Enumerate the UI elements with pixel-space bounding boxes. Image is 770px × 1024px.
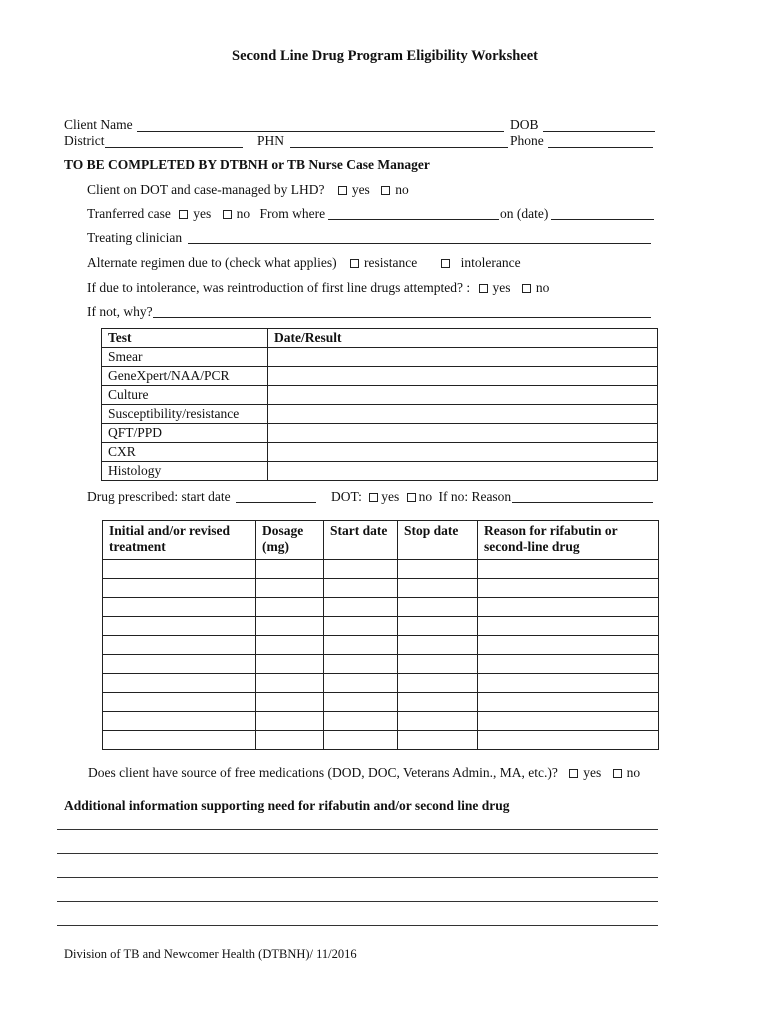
dosage-cell[interactable]	[256, 731, 324, 750]
transfer-date-field[interactable]	[551, 219, 654, 220]
treatment-header-initial: Initial and/or revised treatment	[103, 521, 256, 560]
clinician-label: Treating clinician	[87, 230, 183, 245]
dob-field[interactable]	[543, 131, 655, 132]
intolerance-label: intolerance	[460, 255, 521, 270]
treatment-header-reason: Reason for rifabutin or second-line drug	[478, 521, 659, 560]
question-dot-lhd	[87, 182, 409, 198]
treatment-cell[interactable]	[103, 712, 256, 731]
transfer-text: Tranferred case	[87, 206, 171, 221]
dosage-cell[interactable]	[256, 617, 324, 636]
table-row	[102, 443, 658, 462]
dosage-cell[interactable]	[256, 655, 324, 674]
question-alt-regimen	[87, 255, 521, 271]
footer-text: Division of TB and Newcomer Health (DTBNH)/ 11/2016	[64, 947, 357, 961]
treatment-cell[interactable]	[103, 674, 256, 693]
treatment-cell[interactable]	[103, 731, 256, 750]
tests-table	[101, 328, 658, 481]
reintroduction-no-label: no	[535, 280, 550, 295]
intolerance-checkbox[interactable]	[441, 259, 450, 268]
test-result-cell[interactable]	[268, 348, 658, 367]
start-date-cell[interactable]	[324, 693, 398, 712]
additional-info-line[interactable]	[57, 829, 658, 830]
start-date-cell[interactable]	[324, 712, 398, 731]
if-not-why-field[interactable]	[153, 317, 651, 318]
start-date-cell[interactable]	[324, 674, 398, 693]
start-date-cell[interactable]	[324, 655, 398, 674]
clinician-field[interactable]	[188, 243, 651, 244]
stop-date-cell[interactable]	[398, 712, 478, 731]
table-row	[103, 598, 659, 617]
table-row	[103, 560, 659, 579]
reason-cell[interactable]	[478, 712, 659, 731]
client-name-field[interactable]	[137, 131, 504, 132]
dosage-cell[interactable]	[256, 693, 324, 712]
test-name: QFT/PPD	[102, 424, 268, 443]
resistance-checkbox[interactable]	[350, 259, 359, 268]
test-result-cell[interactable]	[268, 424, 658, 443]
test-name: CXR	[102, 443, 268, 462]
additional-info-line[interactable]	[57, 853, 658, 854]
additional-info-heading: Additional information supporting need for rifabutin and/or second line drug	[64, 798, 510, 813]
district-field[interactable]	[105, 147, 243, 148]
drug-dot-no-checkbox[interactable]	[407, 493, 416, 502]
start-date-cell[interactable]	[324, 560, 398, 579]
tests-header-date-result: Date/Result	[268, 329, 658, 348]
phone-field[interactable]	[548, 147, 653, 148]
start-date-cell[interactable]	[324, 598, 398, 617]
dosage-cell[interactable]	[256, 560, 324, 579]
question-reintroduction	[87, 280, 549, 296]
table-row	[102, 424, 658, 443]
transfer-from-label: From where	[259, 206, 326, 221]
free-meds-no-checkbox[interactable]	[613, 769, 622, 778]
stop-date-cell[interactable]	[398, 674, 478, 693]
reason-cell[interactable]	[478, 579, 659, 598]
drug-start-date-field[interactable]	[236, 502, 316, 503]
treatment-header-dosage: Dosage (mg)	[256, 521, 324, 560]
if-not-why-label: If not, why?	[87, 304, 153, 319]
table-row	[103, 617, 659, 636]
dosage-cell[interactable]	[256, 636, 324, 655]
drug-reason-label: If no: Reason	[438, 489, 512, 504]
drug-dot-yes-checkbox[interactable]	[369, 493, 378, 502]
free-meds-text: Does client have source of free medications (DOD, DOC, Veterans Admin., MA, etc.)?	[88, 765, 558, 780]
table-row	[102, 348, 658, 367]
table-row	[103, 712, 659, 731]
table-row	[102, 405, 658, 424]
dosage-cell[interactable]	[256, 712, 324, 731]
test-result-cell[interactable]	[268, 386, 658, 405]
reason-cell[interactable]	[478, 655, 659, 674]
table-row	[103, 579, 659, 598]
drug-reason-field[interactable]	[512, 502, 653, 503]
dosage-cell[interactable]	[256, 674, 324, 693]
table-row	[103, 731, 659, 750]
additional-info-line[interactable]	[57, 877, 658, 878]
test-result-cell[interactable]	[268, 405, 658, 424]
dosage-cell[interactable]	[256, 598, 324, 617]
stop-date-cell[interactable]	[398, 598, 478, 617]
client-name-label: Client Name	[64, 117, 133, 132]
phn-label: PHN	[257, 133, 285, 148]
page-title: Second Line Drug Program Eligibility Worksheet	[232, 48, 538, 64]
stop-date-cell[interactable]	[398, 560, 478, 579]
stop-date-cell[interactable]	[398, 655, 478, 674]
dot-lhd-no-label: no	[395, 182, 409, 197]
treatment-cell[interactable]	[103, 636, 256, 655]
reason-cell[interactable]	[478, 693, 659, 712]
dot-lhd-no-checkbox[interactable]	[381, 186, 390, 195]
phone-label: Phone	[510, 133, 544, 148]
stop-date-cell[interactable]	[398, 579, 478, 598]
reason-cell[interactable]	[478, 636, 659, 655]
additional-info-line[interactable]	[57, 901, 658, 902]
transfer-no-checkbox[interactable]	[223, 210, 232, 219]
table-row	[103, 674, 659, 693]
table-row	[102, 367, 658, 386]
transfer-yes-checkbox[interactable]	[179, 210, 188, 219]
table-row	[102, 462, 658, 481]
reason-cell[interactable]	[478, 731, 659, 750]
treatment-table	[102, 520, 659, 750]
start-date-cell[interactable]	[324, 731, 398, 750]
reintroduction-text: If due to intolerance, was reintroduction of first line drugs attempted? :	[87, 280, 471, 295]
question-free-meds	[88, 765, 640, 781]
test-result-cell[interactable]	[268, 443, 658, 462]
free-meds-yes-checkbox[interactable]	[569, 769, 578, 778]
table-row	[103, 655, 659, 674]
treatment-cell[interactable]	[103, 655, 256, 674]
reason-cell[interactable]	[478, 598, 659, 617]
treatment-cell[interactable]	[103, 693, 256, 712]
drug-dot-no-label: no	[418, 489, 433, 504]
table-row	[103, 636, 659, 655]
test-name: GeneXpert/NAA/PCR	[102, 367, 268, 386]
treatment-header-stop-date: Stop date	[398, 521, 478, 560]
tests-header-test: Test	[102, 329, 268, 348]
dot-lhd-yes-checkbox[interactable]	[338, 186, 347, 195]
start-date-cell[interactable]	[324, 617, 398, 636]
transfer-on-date-label: on (date)	[500, 206, 549, 221]
stop-date-cell[interactable]	[398, 731, 478, 750]
reintroduction-yes-label: yes	[492, 280, 511, 295]
treatment-cell[interactable]	[103, 617, 256, 636]
dob-label: DOB	[510, 117, 539, 132]
test-result-cell[interactable]	[268, 462, 658, 481]
reason-cell[interactable]	[478, 560, 659, 579]
stop-date-cell[interactable]	[398, 636, 478, 655]
free-meds-yes-label: yes	[583, 765, 602, 780]
section-heading: TO BE COMPLETED BY DTBNH or TB Nurse Case Manager	[64, 157, 430, 172]
test-name: Smear	[102, 348, 268, 367]
start-date-cell[interactable]	[324, 636, 398, 655]
district-label: District	[64, 133, 105, 148]
treatment-table-header	[103, 521, 659, 560]
treatment-cell[interactable]	[103, 560, 256, 579]
transfer-from-field[interactable]	[328, 219, 499, 220]
alt-regimen-text: Alternate regimen due to (check what applies)	[87, 255, 337, 270]
test-result-cell[interactable]	[268, 367, 658, 386]
reintroduction-yes-checkbox[interactable]	[479, 284, 488, 293]
stop-date-cell[interactable]	[398, 617, 478, 636]
test-name: Culture	[102, 386, 268, 405]
transfer-no-label: no	[236, 206, 251, 221]
drug-start-label: Drug prescribed: start date	[87, 489, 231, 504]
transfer-yes-label: yes	[193, 206, 212, 221]
reason-cell[interactable]	[478, 617, 659, 636]
test-name: Susceptibility/resistance	[102, 405, 268, 424]
drug-dot-yes-label: yes	[381, 489, 400, 504]
dosage-cell[interactable]	[256, 579, 324, 598]
drug-dot-question	[331, 489, 511, 505]
additional-info-line[interactable]	[57, 925, 658, 926]
treatment-cell[interactable]	[103, 598, 256, 617]
treatment-cell[interactable]	[103, 579, 256, 598]
test-name: Histology	[102, 462, 268, 481]
stop-date-cell[interactable]	[398, 693, 478, 712]
free-meds-no-label: no	[626, 765, 641, 780]
resistance-label: resistance	[364, 255, 418, 270]
dot-lhd-yes-label: yes	[351, 182, 370, 197]
treatment-header-start-date: Start date	[324, 521, 398, 560]
reintroduction-no-checkbox[interactable]	[522, 284, 531, 293]
table-row	[103, 693, 659, 712]
table-row	[102, 386, 658, 405]
phn-field[interactable]	[290, 147, 508, 148]
start-date-cell[interactable]	[324, 579, 398, 598]
question-transfer	[87, 206, 325, 222]
drug-dot-label: DOT:	[331, 489, 362, 504]
reason-cell[interactable]	[478, 674, 659, 693]
tests-table-header	[102, 329, 658, 348]
question-dot-lhd-text: Client on DOT and case-managed by LHD?	[87, 182, 325, 197]
